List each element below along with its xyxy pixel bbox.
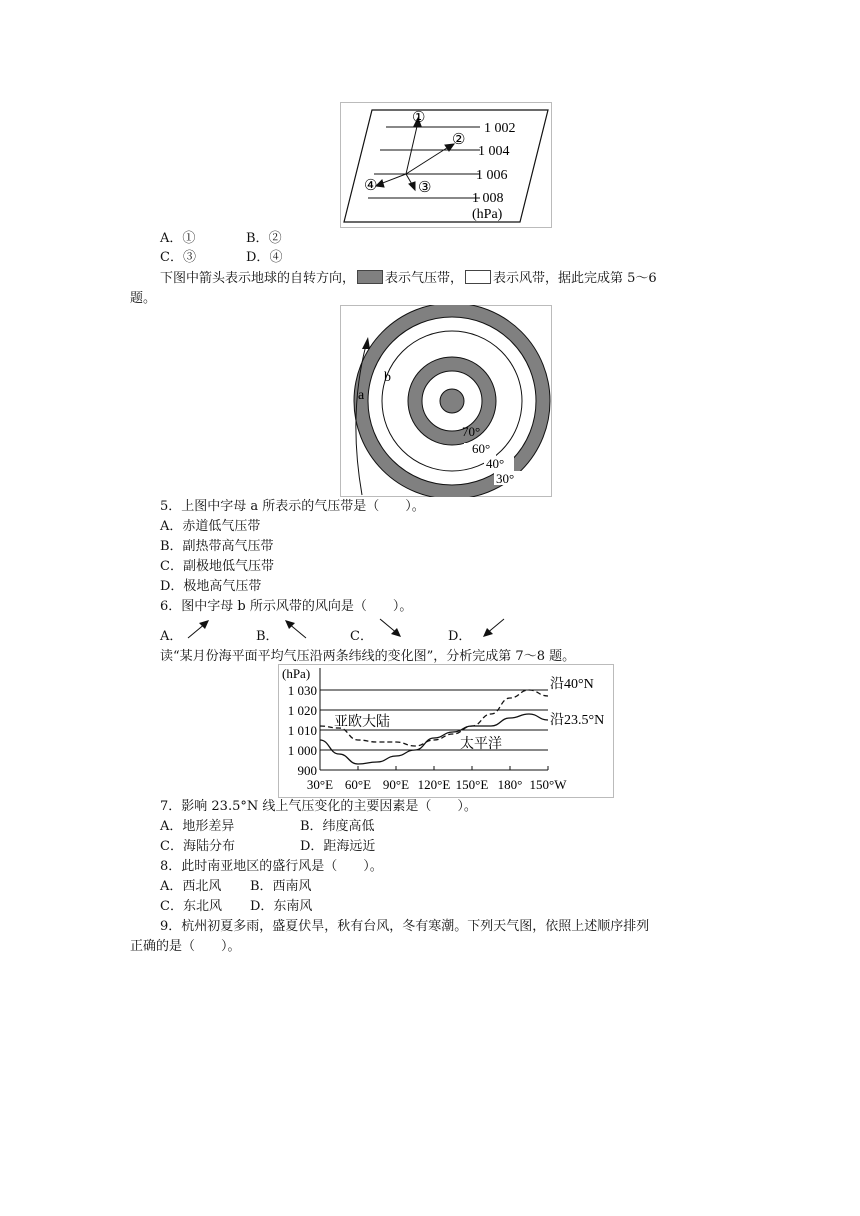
- x-tick-label: 30°E: [306, 777, 334, 792]
- q6-stem: 6．图中字母 b 所示风带的风向是（ ）。: [160, 599, 413, 614]
- label-a: a: [358, 388, 365, 403]
- q7-option-b: B．纬度高低: [300, 819, 375, 834]
- intro-56: 下图中箭头表示地球的自转方向， 表示气压带， 表示风带，据此完成第 5～6: [160, 271, 657, 286]
- x-tick-label: 180°: [497, 777, 523, 792]
- y-axis-label: (hPa): [282, 666, 311, 681]
- q4-option-c: C．③: [160, 250, 196, 265]
- lat-40: 40°: [486, 456, 505, 471]
- q6-option-c: C．: [350, 629, 373, 644]
- southwest-arrow-icon: [478, 616, 508, 640]
- q7-option-a: A．地形差异: [160, 819, 235, 834]
- q6-option-a: A．: [160, 629, 183, 644]
- lat-70: 70°: [462, 424, 481, 439]
- marker-4: ④: [364, 178, 378, 194]
- x-tick-label: 120°E: [417, 777, 451, 792]
- isobar-figure: [340, 102, 552, 228]
- intro-78: 读“某月份海平面平均气压沿两条纬线的变化图”，分析完成第 7～8 题。: [160, 649, 576, 664]
- series-label: 沿40°N: [550, 677, 594, 692]
- y-tick-label: 1 010: [287, 723, 317, 738]
- x-tick-label: 150°W: [529, 777, 567, 792]
- q6-option-b: B．: [256, 629, 279, 644]
- y-tick-label: 1 030: [287, 683, 317, 698]
- q4-option-d: D．④: [246, 250, 283, 265]
- marker-2: ②: [452, 132, 466, 148]
- q5-option-a: A．赤道低气压带: [160, 519, 261, 534]
- y-tick-label: 1 020: [287, 703, 317, 718]
- q8-option-a: A．西北风: [160, 879, 222, 894]
- q9-line2: 正确的是（ ）。: [130, 939, 241, 954]
- isobar-label-1004: 1 004: [478, 144, 510, 159]
- q7-option-c: C．海陆分布: [160, 839, 235, 854]
- q8-stem: 8．此时南亚地区的盛行风是（ ）。: [160, 859, 383, 874]
- y-tick-label: 1 000: [287, 743, 317, 758]
- isobar-label-1006: 1 006: [476, 168, 508, 183]
- q7-option-d: D．距海远近: [300, 839, 376, 854]
- q5-stem: 5．上图中字母 a 所表示的气压带是（ ）。: [160, 499, 425, 514]
- lat-60: 60°: [472, 441, 491, 456]
- marker-3: ③: [418, 180, 432, 196]
- isobar-label-1008: 1 008: [472, 191, 504, 206]
- q7-stem: 7．影响 23.5°N 线上气压变化的主要因素是（ ）。: [160, 799, 477, 814]
- isobar-unit: (hPa): [472, 207, 503, 222]
- x-tick-label: 90°E: [382, 777, 410, 792]
- q4-option-a: A．①: [160, 231, 196, 246]
- isobar-label-1002: 1 002: [484, 121, 516, 136]
- belts-figure: [340, 305, 552, 497]
- q8-option-c: C．东北风: [160, 899, 222, 914]
- q5-option-c: C．副极地低气压带: [160, 559, 274, 574]
- intro-56-cont: 题。: [130, 291, 157, 306]
- pressure-belt-legend-box: [357, 270, 383, 284]
- marker-1: ①: [412, 110, 426, 126]
- series-label: 沿23.5°N: [550, 713, 605, 728]
- annotation-eurasia: 亚欧大陆: [334, 715, 390, 730]
- q8-option-d: D．东南风: [250, 899, 313, 914]
- northeast-arrow-icon: [184, 618, 214, 642]
- x-tick-label: 150°E: [455, 777, 489, 792]
- q9-line1: 9．杭州初夏多雨，盛夏伏旱，秋有台风，冬有寒潮。下列天气图，依照上述顺序排列: [160, 919, 650, 934]
- label-b: b: [384, 370, 391, 385]
- northwest-arrow-icon: [280, 618, 310, 642]
- q6-option-d: D．: [448, 629, 472, 644]
- y-tick-label: 900: [297, 763, 317, 778]
- southeast-arrow-icon: [376, 616, 406, 640]
- pressure-chart: [278, 664, 614, 798]
- q5-option-d: D．极地高气压带: [160, 579, 262, 594]
- x-tick-label: 60°E: [344, 777, 372, 792]
- lat-30: 30°: [496, 471, 515, 486]
- wind-belt-legend-box: [465, 270, 491, 284]
- annotation-pacific: 太平洋: [460, 737, 502, 752]
- q4-option-b: B．②: [246, 231, 282, 246]
- q8-option-b: B．西南风: [250, 879, 312, 894]
- q5-option-b: B．副热带高气压带: [160, 539, 274, 554]
